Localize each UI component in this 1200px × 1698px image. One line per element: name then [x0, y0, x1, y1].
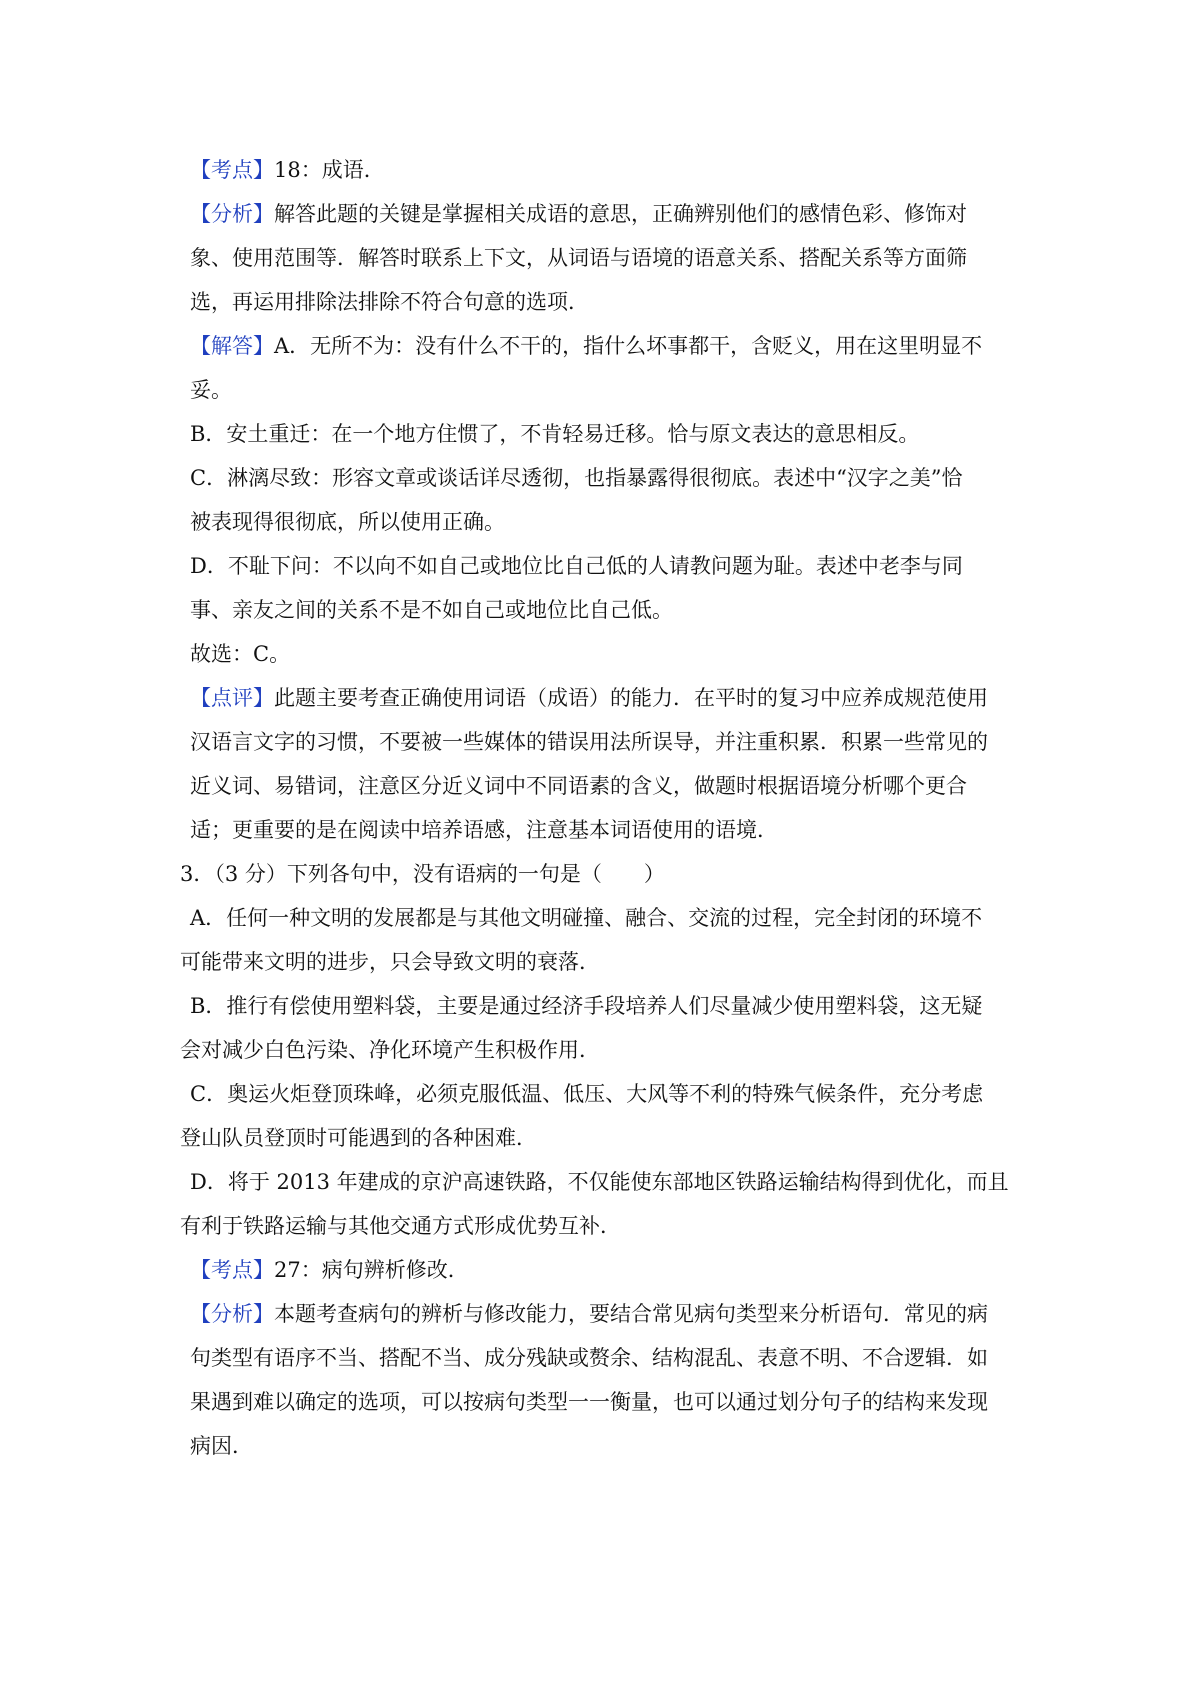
q2-fenxi-line-3: 选，再运用排除法排除不符合句意的选项． [190, 290, 589, 314]
kaodian-tag: 【考点】 [190, 158, 274, 182]
q3-fenxi-line-2: 句类型有语序不当、搭配不当、成分残缺或赘余、结构混乱、表意不明、不合逻辑．如 [190, 1346, 988, 1370]
kaodian-text: 27：病句辨析修改． [274, 1258, 469, 1282]
fenxi-text: 解答此题的关键是掌握相关成语的意思，正确辨别他们的感情色彩、修饰对 [274, 202, 967, 226]
q2-dianping-line-2: 汉语言文字的习惯，不要被一些媒体的错误用法所误导，并注重积累．积累一些常见的 [190, 730, 988, 754]
q3-option-a-line-1: A．任何一种文明的发展都是与其他文明碰撞、融合、交流的过程，完全封闭的环境不 [190, 906, 983, 930]
q3-option-c-line-2: 登山队员登顶时可能遇到的各种困难． [180, 1126, 537, 1150]
fenxi-tag: 【分析】 [190, 1302, 274, 1326]
fenxi-text: 本题考查病句的辨析与修改能力，要结合常见病句类型来分析语句．常见的病 [274, 1302, 988, 1326]
q3-option-a-line-2: 可能带来文明的进步，只会导致文明的衰落． [180, 950, 600, 974]
q3-option-c-line-1: C．奥运火炬登顶珠峰，必须克服低温、低压、大风等不利的特殊气候条件，充分考虑 [190, 1082, 984, 1106]
q2-choice: 故选：C。 [190, 642, 291, 666]
q2-option-c-line-2: 被表现得很彻底，所以使用正确。 [190, 510, 505, 534]
q3-option-b-line-1: B．推行有偿使用塑料袋，主要是通过经济手段培养人们尽量减少使用塑料袋，这无疑 [190, 994, 983, 1018]
kaodian-text: 18：成语． [274, 158, 385, 182]
q2-option-d-line-2: 事、亲友之间的关系不是不如自己或地位比自己低。 [190, 598, 673, 622]
dianping-tag: 【点评】 [190, 686, 274, 710]
q2-option-d-line-1: D．不耻下问：不以向不如自己或地位比自己低的人请教问题为耻。表述中老李与同 [190, 554, 963, 578]
q2-dianping-line-4: 适；更重要的是在阅读中培养语感，注意基本词语使用的语境． [190, 818, 778, 842]
q2-fenxi-line-1 [190, 199, 967, 229]
dianping-text: 此题主要考查正确使用词语（成语）的能力．在平时的复习中应养成规范使用 [274, 686, 988, 710]
q3-fenxi-line-1 [190, 1299, 988, 1329]
q2-jieda-line-2: 妥。 [190, 378, 232, 402]
q3-fenxi-line-4: 病因． [190, 1434, 253, 1458]
q3-fenxi-line-3: 果遇到难以确定的选项，可以按病句类型一一衡量，也可以通过划分句子的结构来发现 [190, 1390, 988, 1414]
q2-option-b: B．安土重迁：在一个地方住惯了，不肯轻易迁移。恰与原文表达的意思相反。 [190, 422, 920, 446]
q3-kaodian [190, 1255, 469, 1285]
jieda-text: A．无所不为：没有什么不干的，指什么坏事都干，含贬义，用在这里明显不 [274, 334, 983, 358]
q2-dianping-line-1 [190, 683, 988, 713]
q3-option-b-line-2: 会对减少白色污染、净化环境产生积极作用． [180, 1038, 600, 1062]
q2-fenxi-line-2: 象、使用范围等．解答时联系上下文，从词语与语境的语意关系、搭配关系等方面筛 [190, 246, 967, 270]
q2-option-c-line-1: C．淋漓尽致：形容文章或谈话详尽透彻，也指暴露得很彻底。表述中“汉字之美”恰 [190, 466, 963, 490]
q2-kaodian [190, 155, 385, 185]
q2-dianping-line-3: 近义词、易错词，注意区分近义词中不同语素的含义，做题时根据语境分析哪个更合 [190, 774, 967, 798]
kaodian-tag: 【考点】 [190, 1258, 274, 1282]
q3-option-d-line-1: D．将于 2013 年建成的京沪高速铁路，不仅能使东部地区铁路运输结构得到优化，而且 [190, 1170, 1009, 1194]
q3-stem: 3．（3 分）下列各句中，没有语病的一句是（ ） [180, 862, 665, 886]
fenxi-tag: 【分析】 [190, 202, 274, 226]
q2-jieda-line-1 [190, 331, 982, 361]
q3-option-d-line-2: 有利于铁路运输与其他交通方式形成优势互补． [180, 1214, 621, 1238]
jieda-tag: 【解答】 [190, 334, 274, 358]
